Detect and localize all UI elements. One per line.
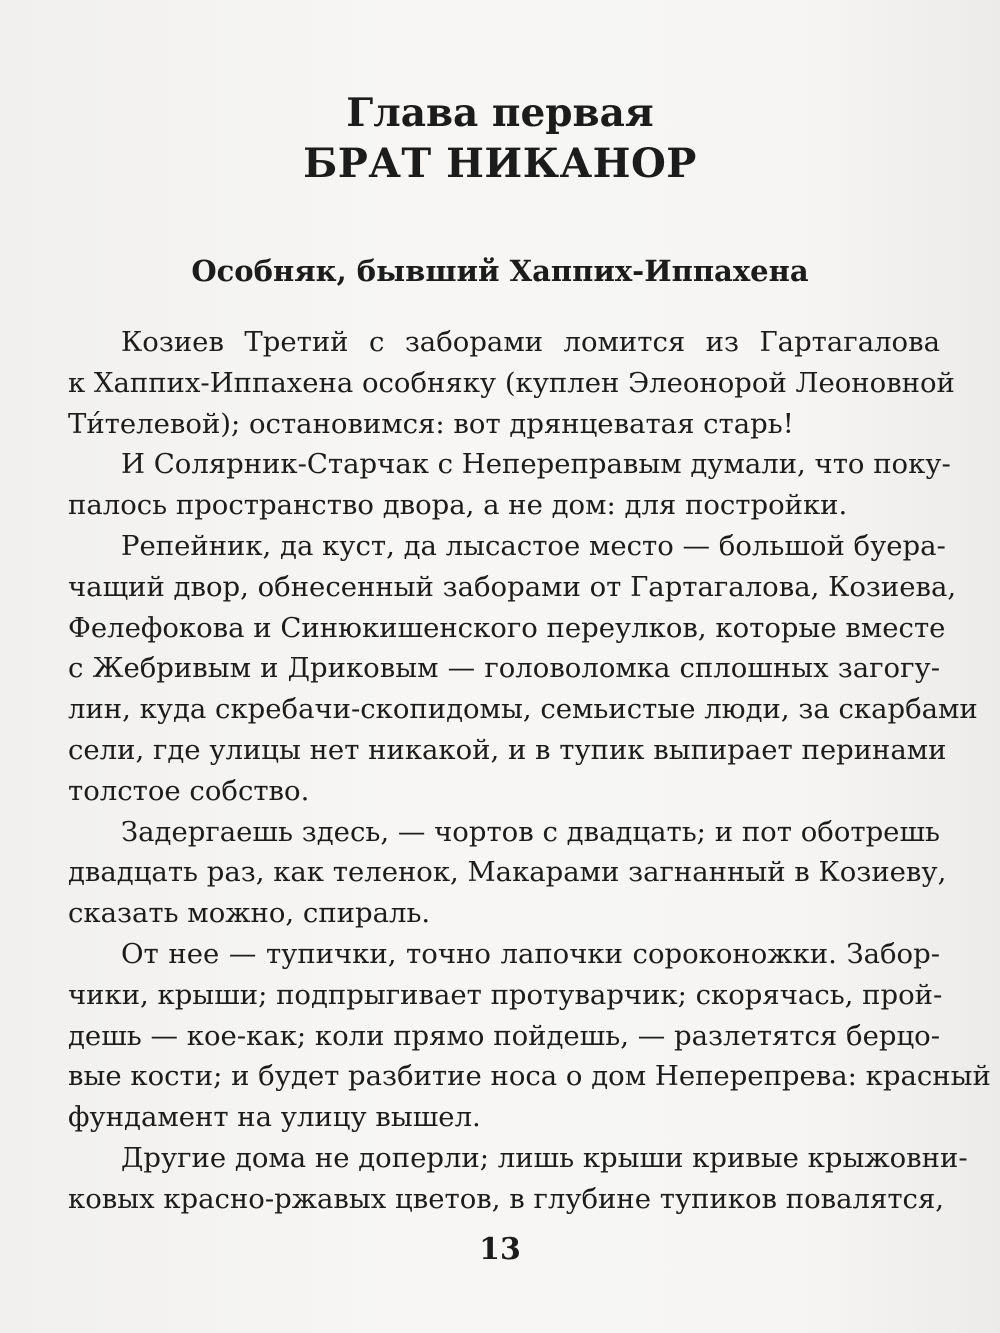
text-line: двадцать раз, как теленок, Макарами загнанный в Козиеву, xyxy=(68,856,947,889)
text-line: Фелефокова и Синюкишенского переулков, которые вместе xyxy=(68,611,946,644)
text-line: вые кости; и будет разбитие носа о дом Неперепрева: красный xyxy=(68,1060,991,1093)
text-line: палось пространство двора, а не дом: для постройки. xyxy=(68,489,848,522)
text-line: Репейник, да куст, да лысастое место — большой буера- xyxy=(121,529,946,562)
text-line: Козиев Третий с заборами ломится из Гартагалова xyxy=(121,326,940,358)
body-text xyxy=(68,322,991,1220)
text-line: Задергаешь здесь, — чортов с двадцать; и пот оботрешь xyxy=(121,815,940,848)
text-line: чики, крыши; подпрыгивает протуварчик; скорячась, прой- xyxy=(68,978,943,1011)
text-line: к Хаппих-Иппахена особняку (куплен Элеонорой Леоновной xyxy=(68,366,955,399)
text-line: Другие дома не доперли; лишь крыши кривые крыжовни- xyxy=(121,1141,968,1174)
text-line: И Солярник-Старчак с Непереправым думали, что поку- xyxy=(121,448,951,481)
text-line: ковых красно-ржавых цветов, в глубине тупиков повалятся, xyxy=(68,1182,945,1215)
text-line: с Жебривым и Дриковым — головоломка сплошных загогу- xyxy=(68,652,940,685)
page-number: 13 xyxy=(479,1232,521,1267)
text-line: сели, где улицы нет никакой, и в тупик выпирает перинами xyxy=(68,733,947,766)
text-line: лин, куда скребачи-скопидомы, семьистые люди, за скарбами xyxy=(68,693,978,726)
section-title: Особняк, бывший Хаппих-Иппахена xyxy=(191,254,809,288)
text-line: От нее — тупички, точно лапочки сороконожки. Забор- xyxy=(121,937,940,970)
text-line: дешь — кое-как; коли прямо пойдешь, — разлетятся берцо- xyxy=(68,1019,940,1052)
text-line: чащий двор, обнесенный заборами от Гартагалова, Козиева, xyxy=(68,570,957,603)
text-line: фундамент на улицу вышел. xyxy=(68,1101,481,1134)
text-line: толстое собство. xyxy=(68,774,310,807)
chapter-title: БРАТ НИКАНОР xyxy=(303,140,697,187)
text-line: сказать можно, спираль. xyxy=(68,897,431,930)
chapter-label: Глава первая xyxy=(346,90,654,136)
text-line: Ти́телевой); остановимся: вот дрянцеватая старь! xyxy=(68,407,794,440)
